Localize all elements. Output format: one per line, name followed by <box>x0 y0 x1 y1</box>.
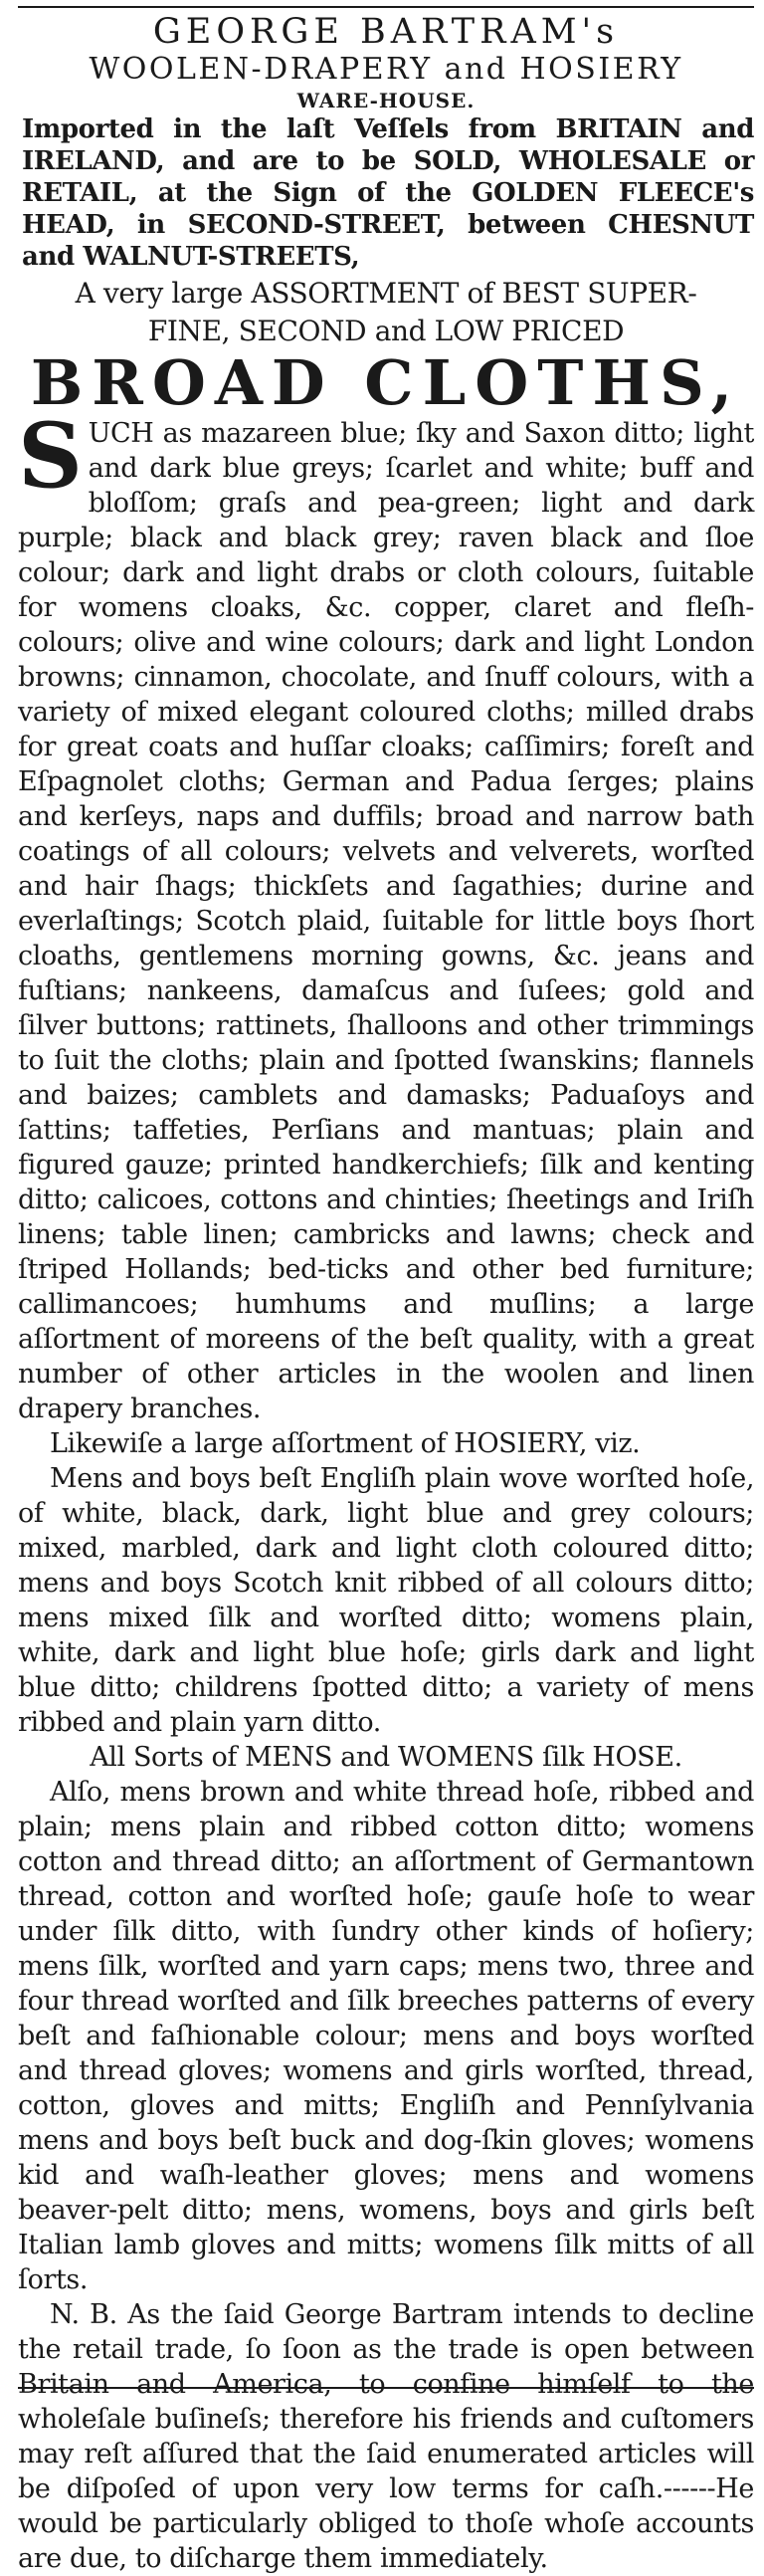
nota-bene-paragraph: N. B. As the ſaid George Bartram intends to decline the retail trade, ſo ſoon as the trade is open between Britain and America, to confine himſelf to the wholeſale buſineſs; therefore his friends and cuſtomers may reſt aſſured that the ſaid enumerated articles will be diſpoſed of upon very low terms for caſh.------He would be particularly obliged to thoſe whoſe accounts are due, to diſcharge them immediately. <box>18 2299 754 2574</box>
assortment-line-1: A very large ASSORTMENT of BEST SUPER- <box>75 277 697 310</box>
advertisement <box>18 6 754 2574</box>
merchant-name: GEORGE BARTRAM's <box>152 12 620 52</box>
assortment-line-2: FINE, SECOND and LOW PRICED <box>147 315 625 347</box>
hosiery-intro: Likewiſe a large aſſortment of HOSIERY, viz. <box>50 1428 641 1459</box>
import-notice: Imported in the laſt Veſſels from BRITAIN and IRELAND, and are to be SOLD, WHOLESALE or RETAIL, at the Sign of the GOLDEN FLEECE's HEAD, in SECOND-STREET, between CHESNUT and WALNUT-STREETS, <box>22 114 754 272</box>
hosiery-paragraph: Mens and boys beſt Engliſh plain wove worſted hoſe, of white, black, dark, light blue and grey colours; mixed, marbled, dark and light cloth coloured ditto; mens and boys Scotch knit ribbed of all colours ditto; mens mixed ſilk and worſted ditto; womens plain, white, dark and light blue hoſe; girls dark and light blue ditto; childrens ſpotted ditto; a variety of mens ribbed and plain yarn ditto. <box>18 1463 754 1738</box>
business-title: WOOLEN-DRAPERY and HOSIERY <box>89 52 683 87</box>
business-subtitle: WARE-HOUSE. <box>296 89 476 112</box>
top-rule <box>18 6 754 8</box>
cloths-paragraph <box>18 403 754 1426</box>
headline: BROAD CLOTHS, <box>30 346 742 419</box>
bottom-rule <box>18 2387 754 2389</box>
cloths-text: UCH as mazareen blue; ſky and Saxon ditto; light and dark blue greys; ſcarlet and white; buff and bloſſom; graſs and pea-green; light and dark purple; black and black grey; raven black and ſloe colour; dark and light drabs or cloth colours, ſuitable for womens cloaks, &c. copper, claret and fleſh-colours; olive and wine colours; dark and light London browns; cinnamon, chocolate, and ſnuff colours, with a variety of mixed elegant coloured cloths; milled drabs for great coats and huſſar cloaks; caſſimirs; foreſt and Eſpagnolet cloths; German and Padua ſerges; plains and kerſeys, naps and duffils; broad and narrow bath coatings of all colours; velvets and velverets, worſted and hair ſhags; thickſets and ſagathies; durine and everlaſtings; Scotch plaid, ſuitable for little boys ſhort cloaths, gentlemens morning gowns, &c. jeans and fuſtians; nankeens, damaſcus and ſuſees; gold and ſilver buttons; rattinets, ſhalloons and other trimmings to ſuit the cloths; plain and ſpotted ſwanskins; flannels and baizes; camblets and damasks; Paduaſoys and ſattins; taffeties, Perſians and mantuas; plain and figured gauze; printed handkerchiefs; ſilk and kenting ditto; calicoes, cottons and chinties; ſheetings and Iriſh linens; table linen; cambricks and lawns; check and ſtriped Hollands; bed-ticks and other bed furniture; callimancoes; humhums and muſlins; a large aſſortment of moreens of the beſt quality, with a great number of other articles in the woolen and linen drapery branches. <box>18 418 754 1424</box>
also-paragraph: Alſo, mens brown and white thread hoſe, ribbed and plain; mens plain and ribbed cotton ditto; womens cotton and thread ditto; an aſſortment of Germantown thread, cotton and worſted hoſe; gauſe hoſe to wear under ſilk ditto, with ſundry other kinds of hoſiery; mens ſilk, worſted and yarn caps; mens two, three and four thread worſted and ſilk breeches patterns of every beſt and faſhionable colour; mens and boys worſted and thread gloves; womens and girls worſted, thread, cotton, gloves and mitts; Engliſh and Pennſylvania mens and boys beſt buck and dog-ſkin gloves; womens kid and waſh-leather gloves; mens and womens beaver-pelt ditto; mens, womens, boys and girls beſt Italian lamb gloves and mitts; womens ſilk mitts of all ſorts. <box>18 1777 754 2295</box>
drop-cap: S <box>18 403 83 509</box>
silk-hose-heading: All Sorts of MENS and WOMENS ſilk HOSE. <box>90 1742 682 1773</box>
